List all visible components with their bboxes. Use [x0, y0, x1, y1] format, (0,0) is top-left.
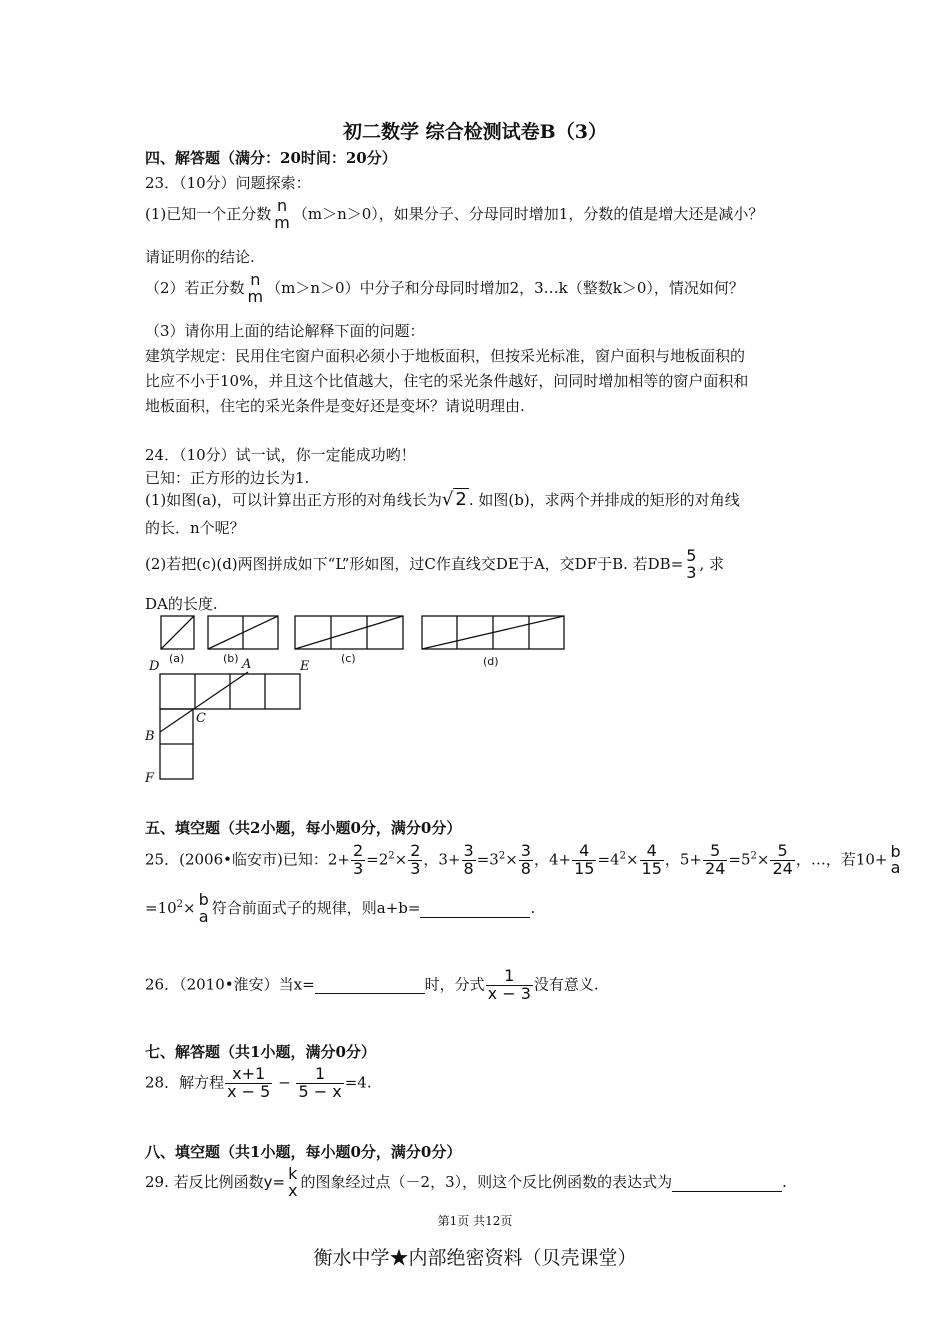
figure-label-b: (b): [223, 652, 239, 665]
figure-c-diagonal: [295, 616, 403, 649]
fraction-numerator: 5: [686, 546, 697, 565]
q25-text: ，…，若10+: [795, 850, 888, 869]
page-banner: 衡水中学★内部绝密资料（贝壳课堂）: [313, 1247, 637, 1269]
den: 8: [463, 858, 474, 878]
answer-blank[interactable]: [315, 975, 425, 994]
fraction-n-over-m: [272, 198, 292, 232]
num: b: [198, 890, 209, 909]
den: a: [890, 858, 901, 878]
fraction-3-8: [519, 843, 533, 878]
num: 4: [572, 843, 596, 861]
point-label-f: F: [145, 771, 155, 786]
fraction-denominator: m: [274, 212, 290, 232]
q29-text: y=: [263, 1172, 286, 1191]
point-label-c: C: [196, 711, 206, 726]
q25-text: ×: [756, 850, 770, 869]
q23-heading: 23．（10分）问题探索：: [145, 174, 311, 192]
num: 3: [463, 841, 474, 860]
num: 1: [486, 968, 533, 986]
q23-para-line1: 建筑学规定：民用住宅窗户面积必须小于地板面积，但按采光标准，窗户面积与地板面积的: [145, 347, 746, 365]
den: x − 3: [487, 983, 531, 1003]
q24-part1: [145, 489, 740, 510]
q24-heading: 24．（10分）试一试，你一定能成功哟！: [145, 446, 416, 464]
q25-text: ，4+: [533, 850, 572, 869]
q24-part2-text-a: (2)若把(c)(d)两图拼成如下“L”形如图，过C作直线交DE于A，交DF于B. 若DB=: [145, 554, 684, 573]
q24-part1-cont: 的长．n个呢？: [145, 519, 245, 537]
q25-text: 25．(2006•临安市)已知：2+: [145, 850, 350, 869]
q25-text: =5: [728, 850, 751, 869]
den: x: [288, 1180, 298, 1200]
exp: 2: [176, 898, 184, 910]
section-5-heading: 五、填空题（共2小题，每小题0分，满分0分）: [145, 819, 462, 837]
q25-line1: [145, 843, 904, 878]
num: 5: [770, 843, 794, 861]
q25-text: =4: [597, 850, 620, 869]
q26-text: 时，分式: [424, 975, 485, 994]
fraction-1-over-5x: [296, 1066, 343, 1101]
figure-label-d: (d): [483, 655, 499, 668]
point-label-b: B: [145, 729, 155, 744]
q23-para-line2: 比应不小于10%，并且这个比值越大，住宅的采光条件越好，问同时增加相等的窗户面积和: [145, 372, 749, 390]
figure-label-c: (c): [341, 652, 356, 665]
num: 1: [296, 1066, 343, 1084]
fraction-b-a: [197, 892, 211, 926]
fraction-denominator: m: [247, 286, 264, 306]
den: 15: [574, 858, 595, 878]
q24-given: 已知：正方形的边长为1.: [145, 469, 310, 487]
den: 3: [410, 858, 421, 878]
num: x+1: [225, 1066, 272, 1084]
num: k: [288, 1164, 298, 1183]
q29-text: .: [782, 1172, 787, 1191]
q23-part2: [145, 272, 744, 306]
q25-text: 符合前面式子的规律，则a+b=: [211, 898, 421, 917]
minus-sign: −: [278, 1073, 291, 1092]
fraction-5-24: [770, 843, 794, 878]
exp: 2: [619, 850, 626, 862]
q25-text: ×: [183, 898, 196, 917]
q23-part3: （3）请你用上面的结论解释下面的问题：: [145, 322, 425, 340]
fraction-5-over-3: [684, 548, 698, 582]
q25-text: ，3+: [423, 850, 461, 869]
num: 4: [640, 843, 664, 861]
q23-part2-text-b: （m＞n＞0）中分子和分母同时增加2，3…k（整数k＞0），情况如何？: [266, 278, 744, 297]
den: 24: [772, 858, 793, 878]
q28-text: =4.: [344, 1073, 372, 1092]
q28-text: 28．解方程: [145, 1073, 225, 1092]
fraction-numerator: n: [276, 196, 288, 215]
exp: 2: [498, 850, 506, 862]
q23-part1-text-a: (1)已知一个正分数: [145, 204, 272, 223]
fraction-4-15: [640, 843, 664, 878]
point-label-a: A: [242, 657, 252, 672]
den: 24: [705, 858, 726, 878]
q24-part2: [145, 548, 724, 582]
q24-part2-text-b: , 求: [699, 554, 724, 573]
q23-part1: [145, 198, 763, 232]
num: 5: [703, 843, 727, 861]
page-title: 初二数学 综合检测试卷B（3）: [343, 121, 607, 143]
q23-part2-text-a: （2）若正分数: [145, 278, 245, 297]
num: 3: [520, 841, 531, 860]
q25-text: =2: [366, 850, 389, 869]
q29-text: 29. 若反比例函数: [145, 1172, 264, 1191]
q24-part1-text-b: . 如图(b)，求两个并排成的矩形的对角线: [468, 491, 740, 509]
point-label-d: D: [149, 659, 160, 674]
q26-text: 没有意义.: [533, 975, 599, 994]
num: 2: [352, 841, 364, 860]
den: x − 5: [227, 1081, 271, 1101]
fraction-5-24: [703, 843, 727, 878]
q26-text: 26．（2010•淮安）当x=: [145, 975, 315, 994]
section-4-heading: 四、解答题（满分：20时间：20分）: [145, 149, 397, 167]
q25-text: ×: [505, 850, 518, 869]
q25-text: .: [530, 898, 536, 917]
q23-para-line3: 地板面积，住宅的采光条件是变好还是变坏？请说明理由.: [145, 397, 525, 415]
figure-label-a: (a): [169, 652, 185, 665]
page-footer: 第1页 共12页: [437, 1214, 513, 1228]
answer-blank[interactable]: [672, 1173, 782, 1192]
q24-part2-cont: DA的长度.: [145, 595, 218, 613]
fraction-3-8: [462, 843, 476, 878]
den: a: [198, 906, 209, 926]
fraction-k-over-x: [286, 1166, 299, 1200]
q29: [145, 1166, 787, 1200]
fraction-2-3: [351, 843, 365, 878]
q28: [145, 1066, 372, 1101]
den: 8: [520, 858, 531, 878]
q25-text: ，5+: [664, 850, 703, 869]
q25-text: =3: [476, 850, 499, 869]
exp: 2: [750, 850, 757, 862]
num: 2: [410, 841, 421, 860]
sqrt-radicand: 2: [455, 489, 467, 510]
fraction-2-3: [408, 843, 422, 878]
figure-a-diagonal: [161, 616, 194, 649]
den: 3: [352, 858, 364, 878]
answer-blank[interactable]: [420, 899, 530, 918]
den: 5 − x: [298, 1081, 342, 1101]
fraction-1-over-x-3: [486, 968, 533, 1003]
geometry-figures: [140, 610, 580, 790]
fraction-x1-over-x5: [225, 1066, 272, 1101]
fraction-b-a: [888, 841, 902, 878]
num: b: [890, 841, 901, 861]
exp: 2: [388, 850, 395, 862]
q25-text: =10: [145, 898, 177, 917]
den: 15: [641, 858, 662, 878]
section-7-heading: 七、解答题（共1小题，满分0分）: [145, 1043, 376, 1061]
q25-text: ×: [625, 850, 639, 869]
q23-part1-text-b: （m＞n＞0），如果分子、分母同时增加1，分数的值是增大还是减小？: [292, 204, 764, 223]
q29-text: 的图象经过点（－2，3），则这个反比例函数的表达式为: [300, 1172, 673, 1191]
sqrt-2: √ 2: [441, 489, 467, 510]
fraction-n-over-m: [246, 272, 266, 306]
q25-text: ×: [394, 850, 408, 869]
q26: [145, 968, 599, 1003]
section-8-heading: 八、填空题（共1小题，每小题0分，满分0分）: [145, 1143, 462, 1161]
q24-part1-text-a: (1)如图(a)，可以计算出正方形的对角线长为: [145, 491, 442, 509]
point-label-e: E: [300, 659, 310, 674]
fraction-numerator: n: [250, 270, 261, 289]
q25-line2: [145, 892, 535, 926]
fraction-denominator: 3: [686, 562, 697, 582]
fraction-4-15: [572, 843, 596, 878]
q23-part1-prove: 请证明你的结论.: [145, 248, 255, 266]
